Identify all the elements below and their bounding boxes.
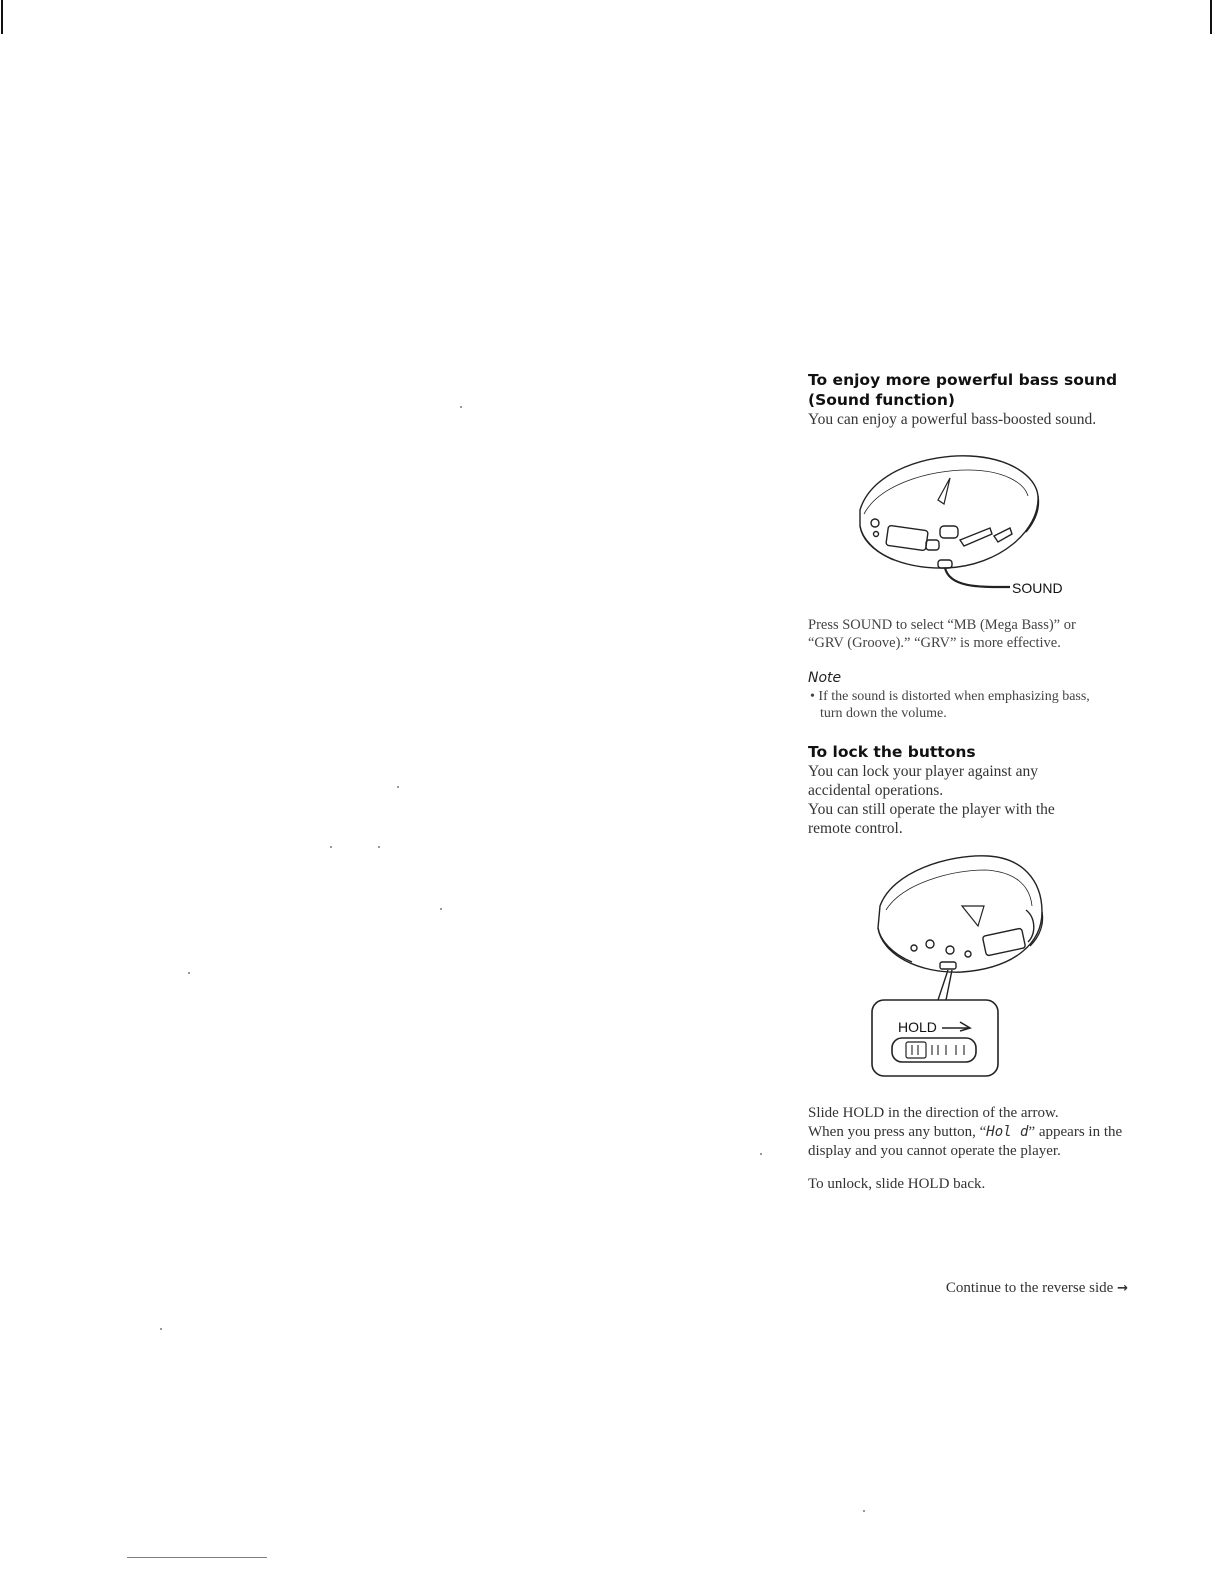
note-block: [808, 670, 1108, 722]
scan-speck: [188, 972, 190, 974]
sound-leader-line: [945, 568, 1010, 587]
note-label: Note: [808, 670, 842, 686]
lock-intro-1: You can lock your player against any accidental operations.: [808, 763, 1039, 799]
lock-section: [808, 742, 1098, 838]
hold-leader-line: [938, 970, 952, 1000]
player-lid: [860, 456, 1038, 568]
hold-instruction-2a: When you press any button, “: [808, 1124, 987, 1140]
bottom-rule: [127, 1557, 267, 1558]
hold-slider: [892, 1038, 976, 1062]
lock-title: To lock the buttons: [808, 743, 976, 761]
scan-speck: [460, 406, 462, 408]
lcd-display: [982, 928, 1025, 956]
continue-arrow-icon: →: [1117, 1281, 1128, 1296]
hold-callout-label: HOLD: [898, 1019, 937, 1035]
hold-instruction-1: Slide HOLD in the direction of the arrow.: [808, 1105, 1059, 1121]
open-triangle-icon: [962, 906, 984, 926]
scan-edge-left: [1, 0, 3, 34]
hold-switch: [940, 962, 956, 969]
hold-figure: [866, 850, 1048, 1082]
sound-intro: You can enjoy a powerful bass-boosted sound.: [808, 411, 1097, 428]
note-bullet: •: [810, 689, 815, 704]
hold-instruction-block: [808, 1104, 1128, 1194]
hold-display-text: Hol d: [986, 1124, 1029, 1140]
scan-speck: [160, 1328, 162, 1330]
hold-arrow-icon: [942, 1022, 970, 1031]
sound-title-line2: (Sound function): [808, 391, 955, 409]
scan-speck: [397, 786, 399, 788]
scan-speck: [760, 1153, 762, 1155]
sound-figure: [850, 448, 1080, 600]
sound-instruction-block: [808, 616, 1108, 652]
continue-footer: [900, 1280, 1128, 1297]
lcd-display: [886, 525, 928, 550]
sound-section: [808, 370, 1138, 429]
hold-instruction-2b: ” appears in the display and you cannot operate the player.: [808, 1124, 1123, 1159]
continue-text: Continue to the reverse side: [945, 1280, 1114, 1296]
sound-button: [938, 560, 952, 568]
note-text: If the sound is distorted when emphasizing bass, turn down the volume.: [818, 689, 1090, 721]
sound-instruction: Press SOUND to select “MB (Mega Bass)” or “GRV (Groove).” “GRV” is more effective.: [808, 617, 1076, 651]
scan-speck: [863, 1510, 865, 1512]
note-item: [808, 688, 1108, 722]
hold-instruction-2: [808, 1123, 1128, 1161]
scan-edge-right: [1210, 0, 1212, 34]
sound-title: [808, 370, 1138, 410]
scan-speck: [440, 908, 442, 910]
unlock-instruction: To unlock, slide HOLD back.: [808, 1176, 986, 1192]
scan-speck: [378, 846, 380, 848]
lock-intro-2: You can still operate the player with the remote control.: [808, 801, 1055, 837]
scan-speck: [330, 846, 332, 848]
sound-callout-label: SOUND: [1012, 580, 1063, 596]
player-lid: [878, 856, 1042, 972]
open-triangle-icon: [938, 478, 950, 504]
sound-title-line1: To enjoy more powerful bass sound: [808, 371, 1118, 389]
